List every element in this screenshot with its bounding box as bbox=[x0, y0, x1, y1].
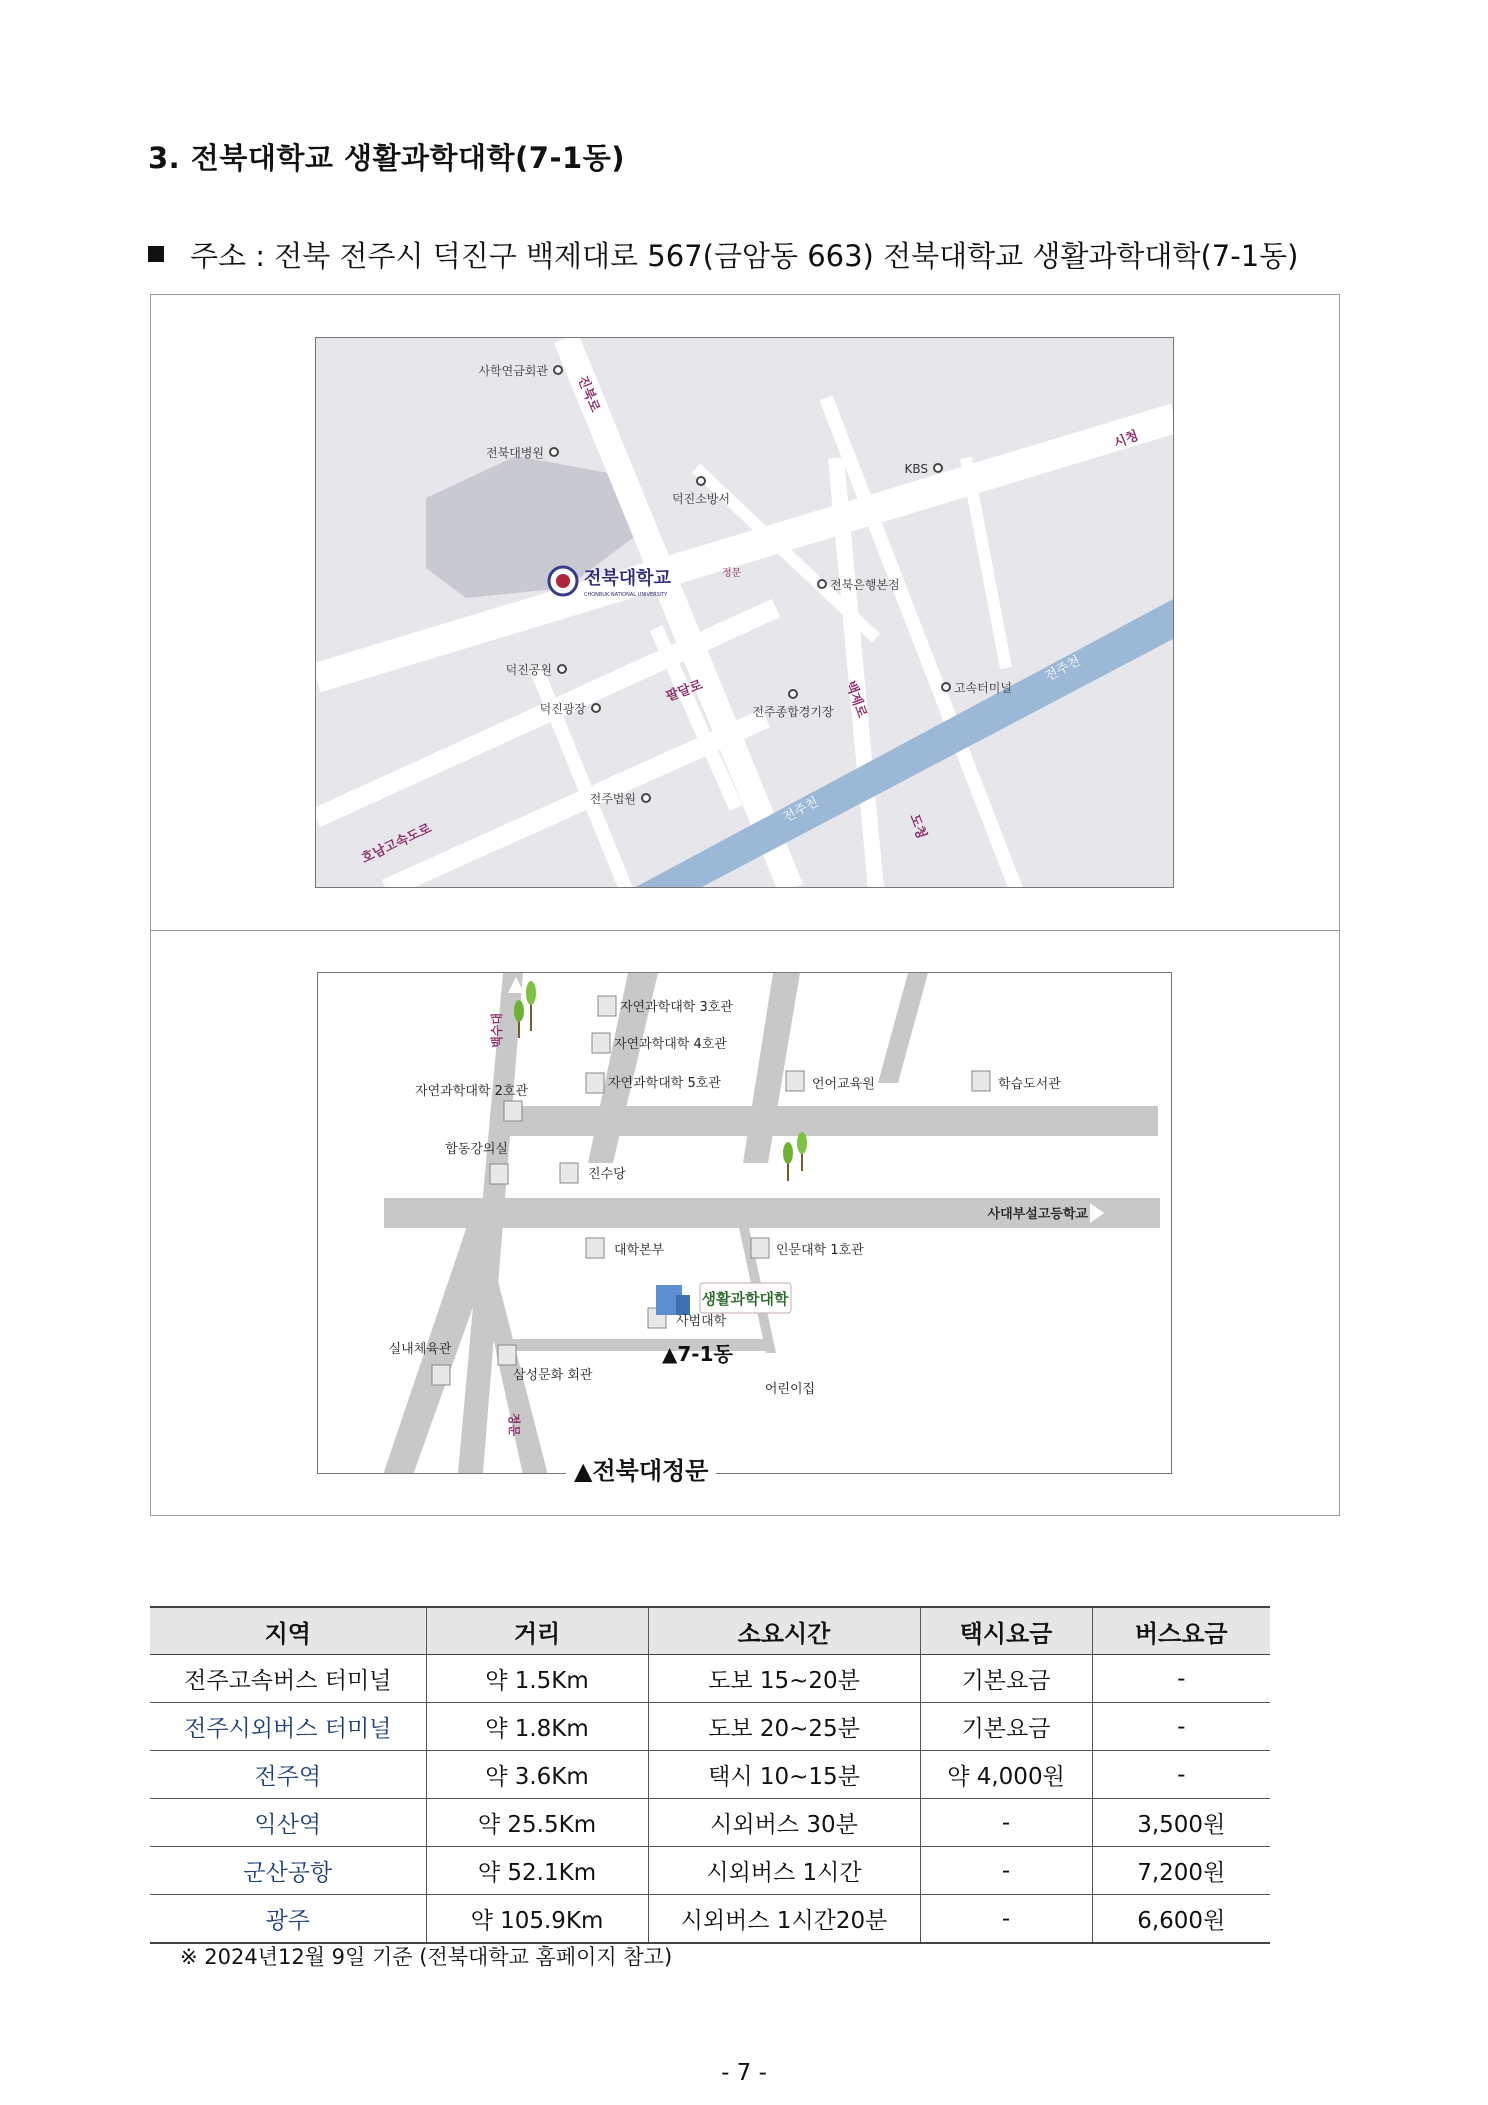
cell-time: 시외버스 30분 bbox=[648, 1799, 920, 1847]
label-joint: 합동강의실 bbox=[445, 1142, 508, 1157]
cell-time: 도보 15~20분 bbox=[648, 1655, 920, 1703]
label-jinbuk-road: 진북로 bbox=[574, 373, 603, 415]
table-row bbox=[150, 1895, 1270, 1944]
label-stream-1: 전주천 bbox=[1042, 653, 1084, 685]
cell-time: 도보 20~25분 bbox=[648, 1703, 920, 1751]
cell-region: 전주시외버스 터미널 bbox=[150, 1703, 426, 1751]
cell-bus: - bbox=[1092, 1751, 1270, 1799]
label-building-no: ▲7-1동 bbox=[662, 1342, 733, 1366]
cell-distance: 약 25.5Km bbox=[426, 1799, 648, 1847]
address-line bbox=[148, 234, 1298, 275]
cell-region: 광주 bbox=[150, 1895, 426, 1944]
bullet-square-icon bbox=[148, 246, 164, 262]
cell-taxi: - bbox=[920, 1799, 1092, 1847]
label-baekje: 백제로 bbox=[842, 679, 870, 720]
label-nat4: 자연과학대학 4호관 bbox=[614, 1037, 727, 1052]
label-highschool: 사대부설고등학교 bbox=[987, 1207, 1088, 1222]
cell-distance: 약 1.8Km bbox=[426, 1703, 648, 1751]
section-heading: 3. 전북대학교 생활과학대학(7-1동) bbox=[148, 141, 625, 175]
map-frame-divider bbox=[150, 930, 1340, 931]
label-plaza: 덕진광장 bbox=[539, 702, 586, 716]
cell-time: 시외버스 1시간20분 bbox=[648, 1895, 920, 1944]
cell-taxi: - bbox=[920, 1895, 1092, 1944]
label-dochung: 도청 bbox=[906, 812, 929, 841]
distance-table bbox=[150, 1606, 1270, 1944]
cell-taxi: - bbox=[920, 1847, 1092, 1895]
label-samsung: 삼성문화 회관 bbox=[513, 1368, 593, 1383]
label-fire: 덕진소방서 bbox=[672, 492, 730, 506]
label-court: 전주법원 bbox=[589, 792, 636, 806]
cell-bus: 3,500원 bbox=[1092, 1799, 1270, 1847]
cell-bus: 6,600원 bbox=[1092, 1895, 1270, 1944]
road-far-east bbox=[878, 973, 928, 1083]
table-row bbox=[150, 1847, 1270, 1895]
label-univ-eng: CHONBUK NATIONAL UNIVERSITY bbox=[584, 592, 668, 598]
col-header-region: 지역 bbox=[150, 1607, 426, 1655]
address-text: 주소 : 전북 전주시 덕진구 백제대로 567(금암동 663) 전북대학교 생활과학대학(7-1동) bbox=[190, 239, 1299, 273]
cell-distance: 약 1.5Km bbox=[426, 1655, 648, 1703]
col-header-time: 소요시간 bbox=[648, 1607, 920, 1655]
cell-taxi: 약 4,000원 bbox=[920, 1751, 1092, 1799]
label-human-college: 생활과학대학 bbox=[701, 1290, 789, 1308]
label-main-gate: 정문 bbox=[722, 568, 742, 579]
label-jinsu: 진수당 bbox=[588, 1167, 626, 1182]
label-univ-name: 전북대학교 bbox=[584, 568, 671, 589]
col-header-bus: 버스요금 bbox=[1092, 1607, 1270, 1655]
map-caption-gate: ▲전북대정문 bbox=[566, 1451, 716, 1486]
cell-distance: 약 105.9Km bbox=[426, 1895, 648, 1944]
cell-time: 시외버스 1시간 bbox=[648, 1847, 920, 1895]
table-row bbox=[150, 1655, 1270, 1703]
label-terminal: 고속터미널 bbox=[954, 681, 1012, 695]
table-header-row bbox=[150, 1607, 1270, 1655]
label-lang: 언어교육원 bbox=[812, 1077, 875, 1092]
label-park: 덕진공원 bbox=[505, 663, 552, 677]
label-edu: 사범대학 bbox=[676, 1314, 727, 1329]
cell-bus: - bbox=[1092, 1703, 1270, 1751]
road-horizontal-upper bbox=[493, 1106, 1158, 1136]
col-header-taxi: 택시요금 bbox=[920, 1607, 1092, 1655]
label-hospital: 전북대병원 bbox=[486, 446, 544, 460]
univ-logo bbox=[549, 567, 672, 598]
cell-region: 익산역 bbox=[150, 1799, 426, 1847]
city-location-map bbox=[315, 337, 1174, 888]
footnote: ※ 2024년12월 9일 기준 (전북대학교 홈페이지 참고) bbox=[180, 1945, 673, 1969]
label-bank: 전북은행본점 bbox=[830, 578, 900, 592]
label-human1: 인문대학 1호관 bbox=[776, 1243, 864, 1258]
label-road-baeksu: 백수대 bbox=[490, 1013, 504, 1048]
label-hq: 대학본부 bbox=[614, 1243, 665, 1258]
cell-distance: 약 52.1Km bbox=[426, 1847, 648, 1895]
campus-map bbox=[317, 972, 1172, 1474]
cell-region: 전주역 bbox=[150, 1751, 426, 1799]
label-stream-2: 전주천 bbox=[780, 794, 822, 826]
label-gym: 실내체육관 bbox=[388, 1342, 452, 1357]
label-cityhall: 시청 bbox=[1111, 428, 1141, 452]
page-number: - 7 - bbox=[721, 2060, 767, 2086]
label-road-gate: 정문 bbox=[507, 1413, 521, 1437]
label-nat3: 자연과학대학 3호관 bbox=[620, 1000, 733, 1015]
label-paldal: 팔달로 bbox=[664, 677, 705, 705]
col-header-distance: 거리 bbox=[426, 1607, 648, 1655]
table-row bbox=[150, 1799, 1270, 1847]
cell-taxi: 기본요금 bbox=[920, 1703, 1092, 1751]
label-nat2: 자연과학대학 2호관 bbox=[415, 1084, 528, 1099]
building-7-1-icon bbox=[656, 1285, 690, 1315]
label-expressway: 호남고속도로 bbox=[359, 821, 434, 867]
label-daycare: 어린이집 bbox=[764, 1382, 816, 1397]
table-row bbox=[150, 1751, 1270, 1799]
label-kbs: KBS bbox=[904, 462, 928, 476]
cell-region: 전주고속버스 터미널 bbox=[150, 1655, 426, 1703]
cell-region: 군산공항 bbox=[150, 1847, 426, 1895]
label-library: 학습도서관 bbox=[998, 1077, 1061, 1092]
label-sahak: 사학연금회관 bbox=[478, 364, 548, 378]
cell-bus: - bbox=[1092, 1655, 1270, 1703]
cell-time: 택시 10~15분 bbox=[648, 1751, 920, 1799]
cell-distance: 약 3.6Km bbox=[426, 1751, 648, 1799]
cell-taxi: 기본요금 bbox=[920, 1655, 1092, 1703]
table-row bbox=[150, 1703, 1270, 1751]
cell-bus: 7,200원 bbox=[1092, 1847, 1270, 1895]
label-stadium: 전주종합경기장 bbox=[752, 705, 834, 719]
label-nat5: 자연과학대학 5호관 bbox=[608, 1076, 721, 1091]
